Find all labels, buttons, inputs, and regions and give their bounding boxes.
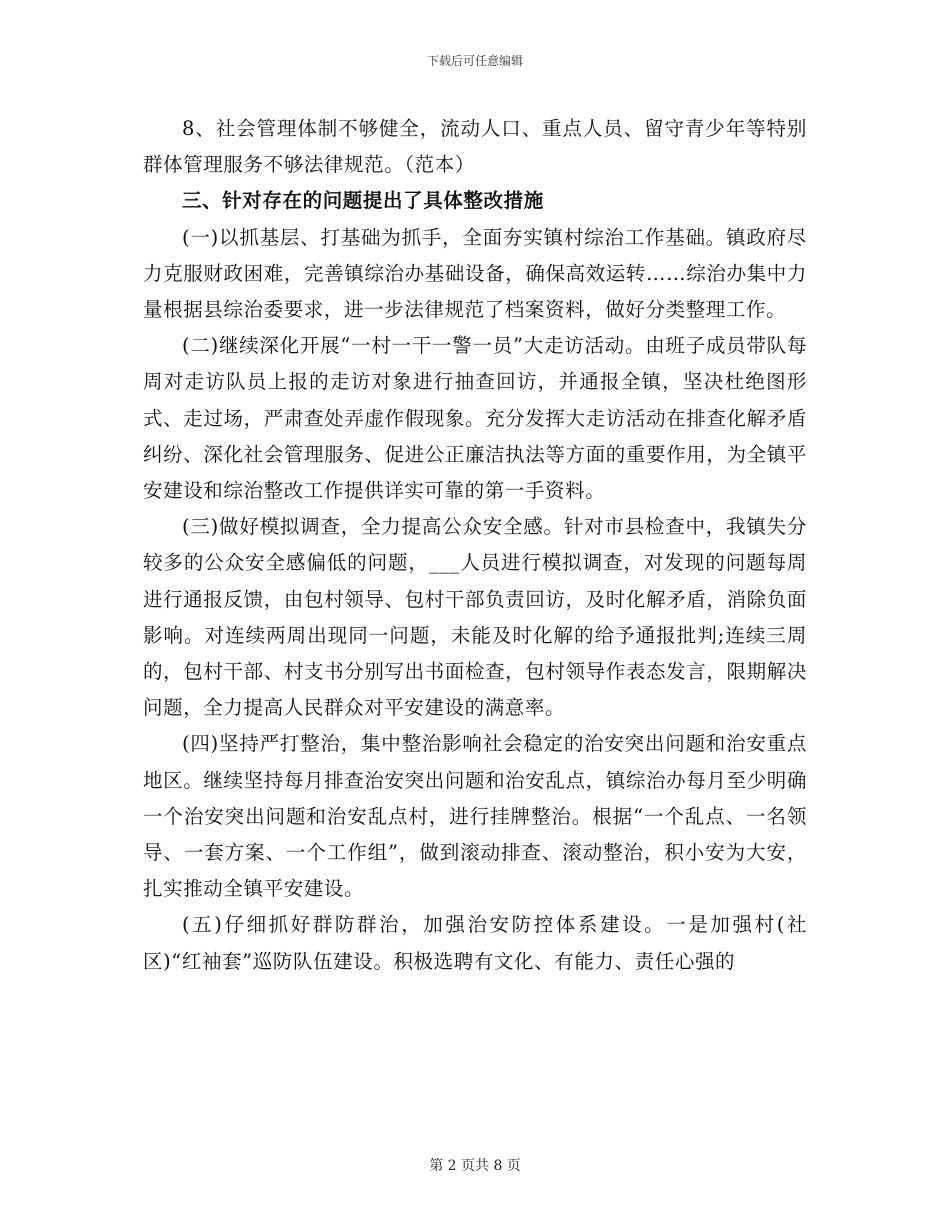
page-number: 第 2 页共 8 页 [429,1158,521,1174]
section-heading-3: 三、针对存在的问题提出了具体整改措施 [182,189,544,213]
paragraph-measure-4: (四)坚持严打整治，集中整治影响社会稳定的治安突出问题和治安重点地区。继续坚持每月排查治安突出问题和治安乱点，镇综治办每月至少明确一个治安突出问题和治安乱点村，进行挂牌整治。根据“一个乱点、一名领导、一套方案、一个工作组”，做到滚动排查、滚动整治，积小安为大安，扎实推动全镇平安建设。 [143,732,807,901]
paragraph-measure-3: (三)做好模拟调查，全力提高公众安全感。针对市县检查中，我镇失分较多的公众安全感偏低的问题，___人员进行模拟调查，对发现的问题每周进行通报反馈，由包村领导、包村干部负责回访，及时化解矛盾，消除负面影响。对连续两周出现同一问题，未能及时化解的给予通报批判;连续三周的，包村干部、村支书分别写出书面检查，包村领导作表态发言，限期解决问题，全力提高人民群众对平安建设的满意率。 [143,515,807,720]
paragraph-item-8: 8、社会管理体制不够健全，流动人口、重点人员、留守青少年等特别群体管理服务不够法律规范。（范本） [143,117,807,177]
paragraph-measure-1: (一)以抓基层、打基础为抓手，全面夯实镇村综治工作基础。镇政府尽力克服财政困难，完善镇综治办基础设备，确保高效运转……综治办集中力量根据县综治委要求，进一步法律规范了档案资料，做好分类整理工作。 [143,225,807,322]
document-body [143,111,807,980]
page-header: 下载后可任意编辑 [426,54,523,68]
paragraph-measure-2: (二)继续深化开展“一村一干一警一员”大走访活动。由班子成员带队每周对走访队员上报的走访对象进行抽查回访，并通报全镇，坚决杜绝图形式、走过场，严肃查处弄虚作假现象。充分发挥大走访活动在排查化解矛盾纠纷、深化社会管理服务、促进公正廉洁执法等方面的重要作用，为全镇平安建设和综治整改工作提供详实可靠的第一手资料。 [143,334,807,503]
paragraph-measure-5: (五)仔细抓好群防群治，加强治安防控体系建设。一是加强村(社区)“红袖套”巡防队伍建设。积极选聘有文化、有能力、责任心强的 [143,913,807,973]
